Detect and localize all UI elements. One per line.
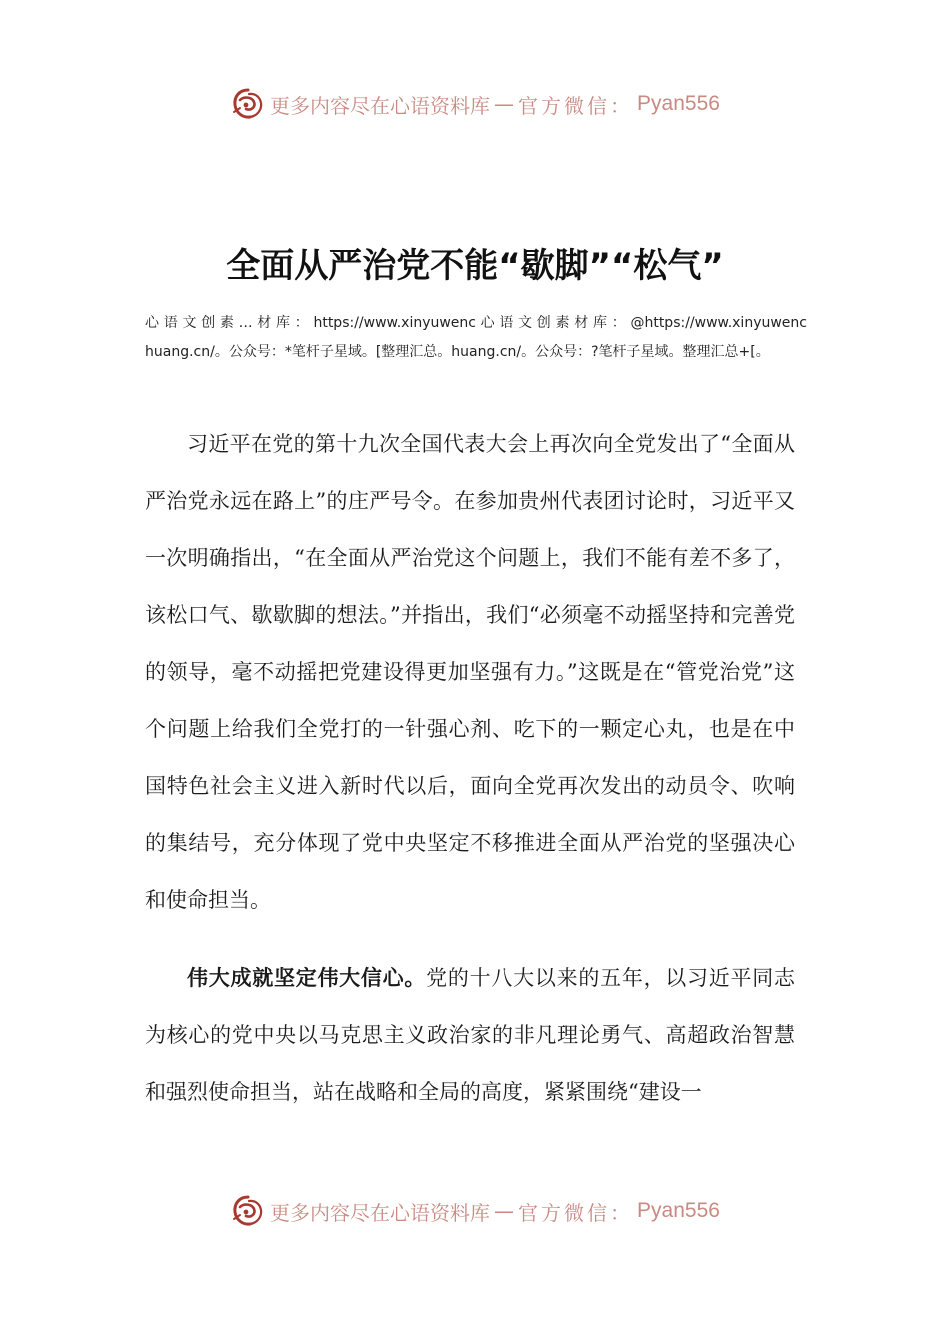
- banner-wechat-id: Pyan556: [637, 92, 720, 115]
- banner-wechat-label: 官方微信：: [518, 93, 634, 118]
- paragraph-text: 党的十八大以来的五年，以习近平同志为核心的党中央以马克思主义政治家的非凡理论勇气、高超政治智慧和强烈使命担当，站在战略和全局的高度，紧紧围绕“建设一: [145, 966, 796, 1104]
- paragraph-lead: 伟大成就坚定伟大信心。: [187, 966, 427, 990]
- footer-banner-content: [230, 1193, 720, 1229]
- body-paragraph-2: [145, 950, 795, 1121]
- banner-separator: —: [494, 92, 515, 116]
- banner-text: 更多内容尽在心语资料库: [270, 1200, 491, 1225]
- banner-wechat-label: 官方微信：: [518, 1200, 634, 1225]
- banner-separator: —: [494, 1199, 515, 1223]
- document-title: 全面从严治党不能“歇脚”“松气”: [226, 246, 724, 286]
- header-banner-content: [230, 86, 720, 122]
- banner-wechat-id: Pyan556: [637, 1199, 720, 1222]
- footer-banner: [0, 1191, 950, 1231]
- banner-text: 更多内容尽在心语资料库: [270, 93, 491, 118]
- body-paragraph-1: [145, 416, 795, 929]
- swirl-logo-icon: [230, 1193, 266, 1229]
- source-meta-line: 心 语 文 创 素 … 材 库 ： https://www.xinyuwenc 心 语 文 创 素 材 库 ： @https://www.xinyuwenchuang.cn/。公众号：*笔杆子星域。[整理汇总。huang.cn/。公众号：?笔杆子星域。整理汇总+[。: [145, 315, 807, 360]
- header-banner: [0, 84, 950, 124]
- swirl-logo-icon: [230, 86, 266, 122]
- paragraph-text: 习近平在党的第十九次全国代表大会上再次向全党发出了“全面从严治党永远在路上”的庄严号令。在参加贵州代表团讨论时，习近平又一次明确指出，“在全面从严治党这个问题上，我们不能有差不多了，该松口气、歇歇脚的想法。”并指出，我们“必须毫不动摇坚持和完善党的领导，毫不动摇把党建设得更加坚强有力。”这既是在“管党治党”这个问题上给我们全党打的一针强心剂、吃下的一颗定心丸，也是在中国特色社会主义进入新时代以后，面向全党再次发出的动员令、吹响的集结号，充分体现了党中央坚定不移推进全面从严治党的坚强决心和使命担当。: [145, 432, 795, 912]
